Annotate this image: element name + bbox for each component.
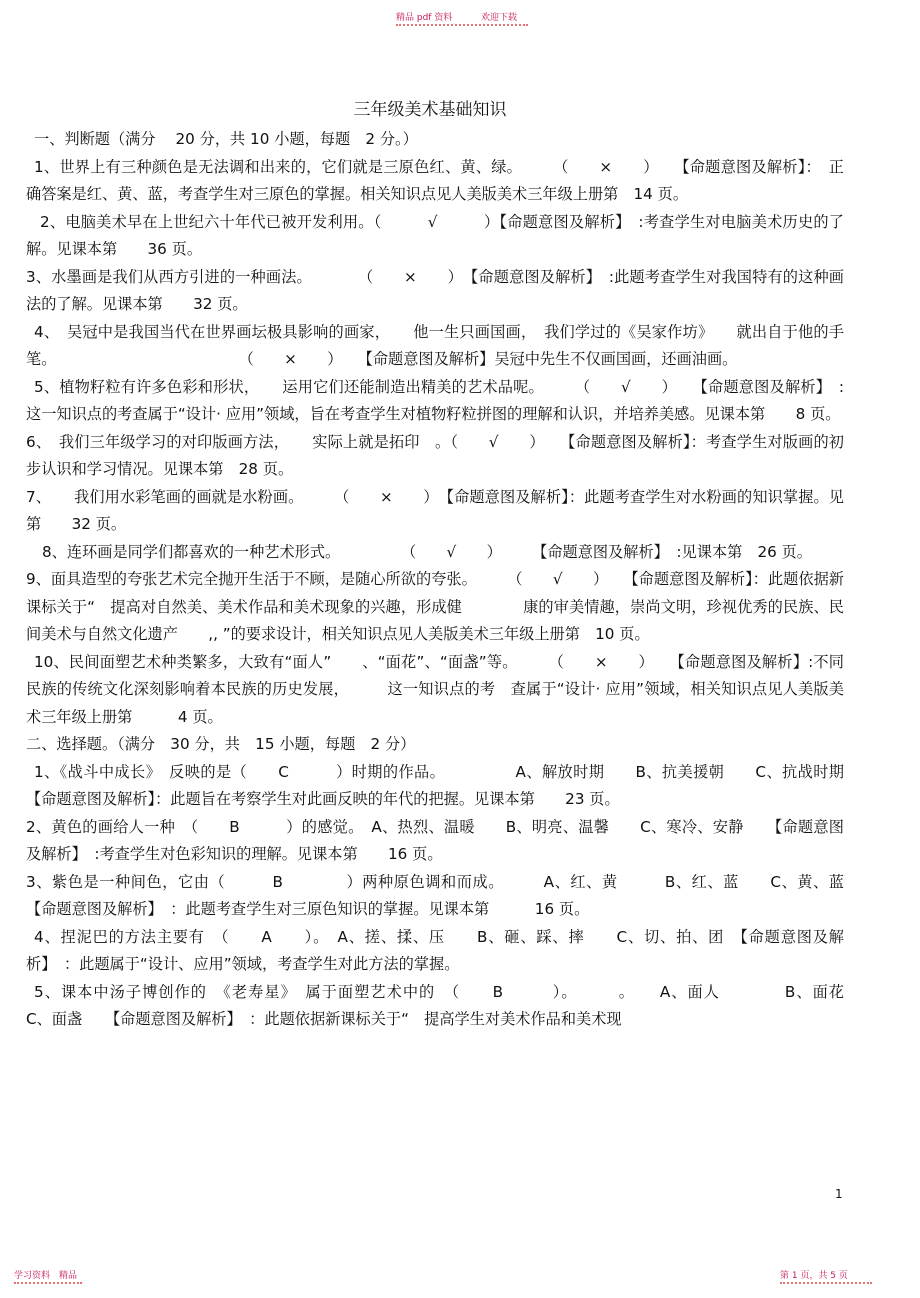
question-paragraph: 10、民间面塑艺术种类繁多，大致有“面人” 、“面花”、“面盏”等。 （ × ） 【命题意图及解析】:不同民族的传统文化深刻影响着本民族的历史发展， 这一知识点的考 查属于“设计· 应用”领域，相关知识点见人美版美术三年级上册第 4 页。 <box>26 652 844 726</box>
question-paragraph: 4、 吴冠中是我国当代在世界画坛极具影响的画家， 他一生只画国画， 我们学过的《吴家作坊》 就出自于他的手笔。 （ × ） 【命题意图及解析】吴冠中先生不仅画国画，还画油画。 <box>26 322 844 368</box>
section-heading-judgement: 一、判断题（满分 20 分，共 10 小题，每题 2 分。） <box>34 130 418 148</box>
question-paragraph: 3、紫色是一种间色，它由（ B ）两种原色调和而成。 A、红、黄 B、红、蓝 C、黄、蓝 【命题意图及解析】 ：此题考查学生对三原色知识的掌握。见课本第 16 页。 <box>26 872 890 918</box>
header-dotted-rule <box>396 24 528 26</box>
page-title: 三年级美术基础知识 <box>353 100 507 120</box>
question-paragraph: 8、连环画是同学们都喜欢的一种艺术形式。 （ √ ） 【命题意图及解析】 :见课本第 26 页。 <box>42 542 812 561</box>
question-paragraph: 5、课本中汤子博创作的 《老寿星》 属于面塑艺术中的 （ B ）。 。 A、面人 B、面花 C、面盏 【命题意图及解析】 ：此题依据新课标关于“ 提高学生对美术作品和美术现 <box>26 982 890 1028</box>
question-paragraph: 7、 我们用水彩笔画的画就是水粉画。 （ × ） 【命题意图及解析】：此题考查学生对水粉画的知识掌握。见第 32 页。 <box>26 487 844 533</box>
page-number: 1 <box>835 1187 843 1201</box>
question-paragraph: 2、电脑美术早在上世纪六十年代已被开发利用。（ √ ）【命题意图及解析】 :考查学生对电脑美术历史的了解。见课本第 36 页。 <box>26 212 844 258</box>
header-right-text: 欢迎下载 <box>481 13 518 23</box>
document-body <box>26 126 890 1034</box>
question-paragraph: 1、《战斗中成长》 反映的是（ C ）时期的作品。 A、解放时期 B、抗美援朝 C、抗战时期 【命题意图及解析】：此题旨在考察学生对此画反映的年代的把握。见课本第 23 页。 <box>26 762 890 808</box>
question-paragraph: 5、植物籽粒有许多色彩和形状， 运用它们还能制造出精美的艺术品呢。 （ √ ） 【命题意图及解析】 :这一知识点的考查属于“设计· 应用”领域，旨在考查学生对植物籽粒拼图的理解和认识，并培养美感。见课本第 8 页。 <box>26 377 844 423</box>
header-left-text: 精品 pdf 资料 <box>396 13 453 23</box>
question-paragraph: 1、世界上有三种颜色是无法调和出来的，它们就是三原色红、黄、绿。 （ × ） 【命题意图及解析】： 正确答案是红、黄、蓝，考查学生对三原色的掌握。相关知识点见人美版美术三年级上册第 14 页。 <box>26 157 844 203</box>
footer-right-dotted-rule <box>780 1282 872 1284</box>
footer-left-dotted-rule <box>14 1282 82 1284</box>
section-heading-choice: 二、选择题。（满分 30 分，共 15 小题，每题 2 分） <box>26 735 416 753</box>
question-paragraph: 6、 我们三年级学习的对印版画方法， 实际上就是拓印 。（ √ ） 【命题意图及解析】：考查学生对版画的初步认识和学习情况。见课本第 28 页。 <box>26 432 844 478</box>
question-paragraph: 3、水墨画是我们从西方引进的一种画法。 （ × ） 【命题意图及解析】 :此题考查学生对我国特有的这种画法的了解。见课本第 32 页。 <box>26 267 844 313</box>
question-paragraph: 2、黄色的画给人一种 （ B ）的感觉。 A、热烈、温暖 B、明亮、温馨 C、寒冷、安静 【命题意图及解析】 :考查学生对色彩知识的理解。见课本第 16 页。 <box>26 817 844 863</box>
question-paragraph: 9、面具造型的夸张艺术完全抛开生活于不顾，是随心所欲的夸张。 （ √ ） 【命题意图及解析】：此题依据新课标关于“ 提高对自然美、美术作品和美术现象的兴趣，形成健 康的审美情趣，崇尚文明，珍视优秀的民族、民间美术与自然文化遗产 ,, ”的要求设计，相关知识点见人美版美术三年级上册第 10 页。 <box>26 570 844 643</box>
footer-right-text: 第 1 页，共 5 页 <box>780 1271 848 1281</box>
footer-left-text: 学习资料 精品 <box>14 1271 78 1281</box>
question-paragraph: 4、捏泥巴的方法主要有 （ A ）。 A、搓、揉、压 B、砸、踩、摔 C、切、拍、团 【命题意图及解析】 ：此题属于“设计、应用”领域，考查学生对此方法的掌握。 <box>26 927 844 973</box>
